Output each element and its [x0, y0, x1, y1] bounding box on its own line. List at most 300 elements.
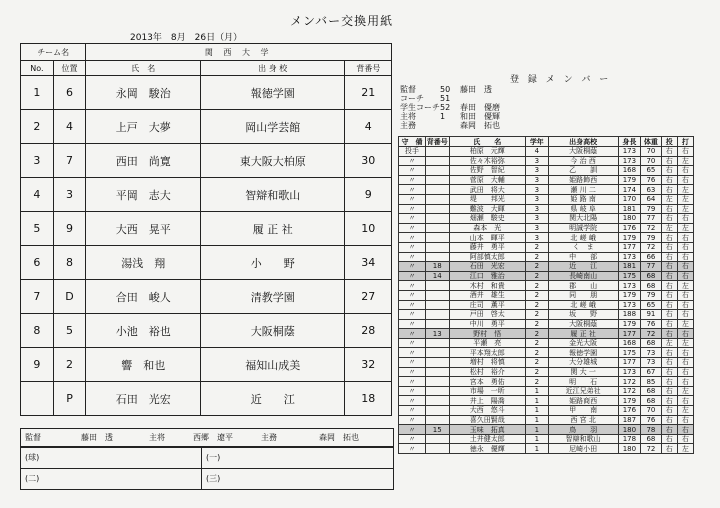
- lineup-header: 背番号: [345, 61, 392, 76]
- lineup-name: 平岡 志大: [86, 178, 201, 212]
- roster-h: 179: [618, 233, 641, 243]
- roster-row: [399, 290, 694, 300]
- roster-row: [399, 214, 694, 224]
- roster-t: 右: [661, 310, 677, 320]
- roster-h: 173: [618, 252, 641, 262]
- lineup-pos: 7: [53, 144, 86, 178]
- roster-pos: 〃: [399, 175, 426, 185]
- roster-name: 石田 光宏: [449, 262, 525, 272]
- roster-header: 体重: [641, 137, 661, 147]
- lineup-row: [21, 314, 392, 348]
- roster-grade: 2: [526, 242, 549, 252]
- roster-h: 173: [618, 300, 641, 310]
- roster-b: 左: [677, 386, 693, 396]
- roster-h: 188: [618, 310, 641, 320]
- roster-row: [399, 319, 694, 329]
- roster-pos: 〃: [399, 444, 426, 454]
- form-date: 2013年 8月 26日（月）: [130, 33, 243, 43]
- roster-pos: 〃: [399, 425, 426, 435]
- roster-b: 右: [677, 358, 693, 368]
- lineup-pos: P: [53, 382, 86, 416]
- roster-t: 右: [661, 175, 677, 185]
- roster-name: 野村 悟: [449, 329, 525, 339]
- roster-row: [399, 262, 694, 272]
- roster-school: 関 大 一: [548, 367, 618, 377]
- roster-t: 右: [661, 166, 677, 176]
- lineup-name: 石田 光宏: [86, 382, 201, 416]
- lineup-num: 4: [345, 110, 392, 144]
- lineup-name: 上戸 大夢: [86, 110, 201, 144]
- roster-t: 右: [661, 415, 677, 425]
- roster-num: [425, 223, 449, 233]
- roster-grade: 1: [526, 425, 549, 435]
- roster-num: [425, 166, 449, 176]
- roster-b: 右: [677, 396, 693, 406]
- roster-pos: 〃: [399, 185, 426, 195]
- roster-pos: 〃: [399, 271, 426, 281]
- roster-b: 右: [677, 166, 693, 176]
- roster-staff-name: 和田 優輝: [460, 112, 500, 121]
- roster-name: 佐野 智紀: [449, 166, 525, 176]
- roster-school: 姫 路 南: [548, 194, 618, 204]
- roster-h: 175: [618, 271, 641, 281]
- roster-num: [425, 242, 449, 252]
- roster-staff-name: 春田 優磨: [460, 103, 500, 112]
- roster-num: [425, 406, 449, 416]
- roster-table: [398, 136, 694, 454]
- lineup-no: 4: [21, 178, 54, 212]
- lineup-row: [21, 382, 392, 416]
- roster-school: 中 部: [548, 252, 618, 262]
- roster-b: 左: [677, 281, 693, 291]
- roster-t: 左: [661, 223, 677, 233]
- roster-w: 76: [641, 175, 661, 185]
- roster-pos: 〃: [399, 214, 426, 224]
- roster-w: 91: [641, 310, 661, 320]
- roster-school: 関大北陽: [548, 214, 618, 224]
- lineup-no: 8: [21, 314, 54, 348]
- roster-h: 173: [618, 367, 641, 377]
- roster-grade: 3: [526, 156, 549, 166]
- roster-header: 身長: [618, 137, 641, 147]
- roster-t: 右: [661, 271, 677, 281]
- lineup-no: 6: [21, 246, 54, 280]
- roster-pos: 〃: [399, 242, 426, 252]
- roster-school: 県 岐 阜: [548, 204, 618, 214]
- roster-row: [399, 233, 694, 243]
- roster-num: [425, 147, 449, 157]
- roster-school: 瀬 川 二: [548, 185, 618, 195]
- roster-h: 179: [618, 290, 641, 300]
- roster-t: 右: [661, 252, 677, 262]
- roster-grade: 3: [526, 194, 549, 204]
- lineup-row: [21, 212, 392, 246]
- lineup-num: 28: [345, 314, 392, 348]
- roster-b: 右: [677, 214, 693, 224]
- roster-t: 右: [661, 329, 677, 339]
- roster-h: 177: [618, 242, 641, 252]
- roster-t: 右: [661, 425, 677, 435]
- roster-h: 173: [618, 156, 641, 166]
- lineup-pos: D: [53, 280, 86, 314]
- roster-grade: 2: [526, 329, 549, 339]
- shumu-label: 主務: [261, 433, 277, 442]
- roster-name: 喜久田賢哉: [449, 415, 525, 425]
- lineup-table: [20, 43, 392, 416]
- roster-pos: 〃: [399, 415, 426, 425]
- roster-name: 市場 一昕: [449, 386, 525, 396]
- roster-pos: 〃: [399, 156, 426, 166]
- roster-pos: 〃: [399, 367, 426, 377]
- roster-staff-num: 50: [440, 85, 451, 94]
- roster-name: 堤 邦光: [449, 194, 525, 204]
- roster-h: 181: [618, 262, 641, 272]
- lineup-school: 智辯和歌山: [201, 178, 345, 212]
- roster-staff-role: 監督: [400, 85, 416, 94]
- roster-school: 大分雄城: [548, 358, 618, 368]
- roster-grade: 3: [526, 166, 549, 176]
- roster-row: [399, 386, 694, 396]
- roster-w: 63: [641, 185, 661, 195]
- roster-h: 176: [618, 223, 641, 233]
- lineup-school: 岡山学芸館: [201, 110, 345, 144]
- lineup-school: 清教学園: [201, 280, 345, 314]
- lineup-pos: 4: [53, 110, 86, 144]
- roster-name: 難波 大暉: [449, 204, 525, 214]
- roster-t: 右: [661, 406, 677, 416]
- roster-school: 北 嵯 峨: [548, 300, 618, 310]
- roster-h: 175: [618, 348, 641, 358]
- roster-row: [399, 281, 694, 291]
- roster-school: 明 石: [548, 377, 618, 387]
- roster-row: [399, 147, 694, 157]
- roster-name: 山本 暉平: [449, 233, 525, 243]
- roster-h: 179: [618, 319, 641, 329]
- roster-row: [399, 329, 694, 339]
- lineup-name: 小池 裕也: [86, 314, 201, 348]
- roster-pos: 〃: [399, 338, 426, 348]
- roster-w: 73: [641, 358, 661, 368]
- roster-staff-role: 学生コーチ: [400, 103, 440, 112]
- roster-school: 郡 山: [548, 281, 618, 291]
- roster-staff-role: 主務: [400, 121, 416, 130]
- roster-school: 大阪桐蔭: [548, 147, 618, 157]
- roster-row: [399, 166, 694, 176]
- roster-grade: 3: [526, 185, 549, 195]
- roster-school: 坂 野: [548, 310, 618, 320]
- roster-school: 報徳学園: [548, 348, 618, 358]
- roster-school: 姫路商西: [548, 396, 618, 406]
- roster-b: 左: [677, 204, 693, 214]
- roster-pos: 〃: [399, 194, 426, 204]
- roster-pos: 〃: [399, 406, 426, 416]
- roster-school: 北 嵯 峨: [548, 233, 618, 243]
- roster-name: 森本 光: [449, 223, 525, 233]
- lineup-name: 湯浅 翔: [86, 246, 201, 280]
- roster-name: 戸田 啓太: [449, 310, 525, 320]
- roster-w: 66: [641, 252, 661, 262]
- roster-pos: 〃: [399, 166, 426, 176]
- lineup-num: 32: [345, 348, 392, 382]
- roster-t: 右: [661, 233, 677, 243]
- lineup-header: 出 身 校: [201, 61, 345, 76]
- lineup-header: No.: [21, 61, 54, 76]
- roster-w: 65: [641, 166, 661, 176]
- roster-grade: 2: [526, 338, 549, 348]
- roster-grade: 1: [526, 444, 549, 454]
- roster-pos: 〃: [399, 290, 426, 300]
- roster-row: [399, 444, 694, 454]
- roster-b: 右: [677, 425, 693, 435]
- roster-h: 180: [618, 214, 641, 224]
- roster-t: 右: [661, 348, 677, 358]
- roster-num: 14: [425, 271, 449, 281]
- roster-header: 投: [661, 137, 677, 147]
- roster-row: [399, 396, 694, 406]
- lineup-school: 小 野: [201, 246, 345, 280]
- shusho-name: 西郷 遼平: [193, 433, 233, 442]
- roster-w: 72: [641, 242, 661, 252]
- roster-header: 打: [677, 137, 693, 147]
- roster-b: 左: [677, 156, 693, 166]
- roster-h: 180: [618, 444, 641, 454]
- roster-w: 70: [641, 406, 661, 416]
- roster-num: [425, 233, 449, 243]
- roster-h: 174: [618, 185, 641, 195]
- lineup-row: [21, 246, 392, 280]
- box-third: (三): [201, 468, 394, 490]
- roster-row: [399, 223, 694, 233]
- roster-row: [399, 348, 694, 358]
- roster-b: 右: [677, 377, 693, 387]
- roster-w: 72: [641, 329, 661, 339]
- roster-row: [399, 367, 694, 377]
- lineup-num: 34: [345, 246, 392, 280]
- roster-t: 右: [661, 434, 677, 444]
- roster-t: 右: [661, 386, 677, 396]
- roster-num: [425, 338, 449, 348]
- lineup-school: 福知山成美: [201, 348, 345, 382]
- lineup-school: 近 江: [201, 382, 345, 416]
- roster-t: 右: [661, 185, 677, 195]
- roster-b: 右: [677, 290, 693, 300]
- roster-school: 姫路飾西: [548, 175, 618, 185]
- roster-grade: 3: [526, 214, 549, 224]
- roster-row: [399, 175, 694, 185]
- roster-b: 左: [677, 338, 693, 348]
- roster-name: 大西 悠斗: [449, 406, 525, 416]
- roster-staff-num: 51: [440, 94, 451, 103]
- roster-pos: 〃: [399, 300, 426, 310]
- roster-num: [425, 214, 449, 224]
- box-second: (二): [20, 468, 202, 490]
- roster-w: 72: [641, 444, 661, 454]
- roster-pos: 〃: [399, 348, 426, 358]
- lineup-num: 27: [345, 280, 392, 314]
- roster-t: 右: [661, 444, 677, 454]
- roster-row: [399, 185, 694, 195]
- roster-b: 左: [677, 319, 693, 329]
- roster-grade: 1: [526, 434, 549, 444]
- roster-h: 181: [618, 204, 641, 214]
- roster-staff-name: 藤田 透: [460, 85, 492, 94]
- roster-staff-role: 主将: [400, 112, 416, 121]
- roster-grade: 2: [526, 300, 549, 310]
- staff-row: [20, 428, 394, 447]
- lineup-pos: 6: [53, 76, 86, 110]
- roster-t: 右: [661, 214, 677, 224]
- roster-grade: 1: [526, 406, 549, 416]
- lineup-num: 18: [345, 382, 392, 416]
- roster-w: 68: [641, 386, 661, 396]
- lineup-num: 10: [345, 212, 392, 246]
- roster-row: [399, 271, 694, 281]
- roster-name: 土井健太郎: [449, 434, 525, 444]
- roster-w: 73: [641, 348, 661, 358]
- roster-w: 79: [641, 233, 661, 243]
- roster-t: 右: [661, 377, 677, 387]
- lineup-no: 5: [21, 212, 54, 246]
- roster-grade: 2: [526, 319, 549, 329]
- roster-grade: 4: [526, 147, 549, 157]
- roster-b: 右: [677, 348, 693, 358]
- roster-school: 尼崎小田: [548, 444, 618, 454]
- roster-school: 甲 南: [548, 406, 618, 416]
- roster-b: 右: [677, 300, 693, 310]
- roster-b: 左: [677, 194, 693, 204]
- shumu-name: 森岡 拓也: [319, 433, 359, 442]
- roster-pos: 〃: [399, 358, 426, 368]
- lineup-no: 9: [21, 348, 54, 382]
- roster-b: 右: [677, 329, 693, 339]
- roster-num: [425, 415, 449, 425]
- roster-pos: 〃: [399, 386, 426, 396]
- lineup-row: [21, 280, 392, 314]
- lineup-pos: 3: [53, 178, 86, 212]
- roster-b: 左: [677, 406, 693, 416]
- roster-title: 登 録 メ ン バ ー: [510, 75, 612, 85]
- roster-t: 右: [661, 319, 677, 329]
- lineup-row: [21, 348, 392, 382]
- roster-num: [425, 444, 449, 454]
- roster-t: 右: [661, 262, 677, 272]
- roster-name: 武田 将大: [449, 185, 525, 195]
- roster-row: [399, 204, 694, 214]
- roster-pos: 〃: [399, 310, 426, 320]
- roster-school: 明誠学院: [548, 223, 618, 233]
- lineup-pos: 8: [53, 246, 86, 280]
- roster-row: [399, 252, 694, 262]
- roster-school: 近江兄弟社: [548, 386, 618, 396]
- roster-num: 13: [425, 329, 449, 339]
- roster-w: 70: [641, 147, 661, 157]
- roster-num: 15: [425, 425, 449, 435]
- roster-b: 右: [677, 242, 693, 252]
- roster-pos: 〃: [399, 396, 426, 406]
- lineup-school: 履 正 社: [201, 212, 345, 246]
- roster-header: 出身高校: [548, 137, 618, 147]
- form-title: メンバー交換用紙: [290, 14, 394, 28]
- lineup-no: 2: [21, 110, 54, 144]
- lineup-num: 21: [345, 76, 392, 110]
- roster-w: 68: [641, 338, 661, 348]
- roster-b: 右: [677, 415, 693, 425]
- roster-pos: 〃: [399, 233, 426, 243]
- lineup-school: 報徳学園: [201, 76, 345, 110]
- roster-grade: 2: [526, 262, 549, 272]
- roster-grade: 2: [526, 252, 549, 262]
- roster-pos: 〃: [399, 252, 426, 262]
- roster-num: [425, 348, 449, 358]
- roster-t: 右: [661, 290, 677, 300]
- roster-t: 右: [661, 147, 677, 157]
- roster-grade: 1: [526, 415, 549, 425]
- roster-row: [399, 377, 694, 387]
- roster-h: 173: [618, 281, 641, 291]
- roster-t: 右: [661, 242, 677, 252]
- roster-w: 76: [641, 319, 661, 329]
- roster-name: 井上 陽喬: [449, 396, 525, 406]
- roster-name: 中川 勇平: [449, 319, 525, 329]
- roster-staff-num: 52: [440, 103, 451, 112]
- roster-h: 177: [618, 329, 641, 339]
- lineup-row: [21, 144, 392, 178]
- lineup-name: 大西 晃平: [86, 212, 201, 246]
- roster-num: [425, 290, 449, 300]
- roster-grade: 2: [526, 358, 549, 368]
- roster-num: 18: [425, 262, 449, 272]
- roster-w: 72: [641, 223, 661, 233]
- lineup-pos: 2: [53, 348, 86, 382]
- roster-w: 64: [641, 194, 661, 204]
- roster-h: 176: [618, 406, 641, 416]
- roster-staff-name: 森岡 拓也: [460, 121, 500, 130]
- roster-header: 学年: [526, 137, 549, 147]
- roster-school: 大阪桐蔭: [548, 319, 618, 329]
- roster-num: [425, 204, 449, 214]
- team-label: チーム名: [21, 44, 86, 61]
- roster-name: 松村 裕介: [449, 367, 525, 377]
- roster-grade: 3: [526, 175, 549, 185]
- roster-header: 氏 名: [449, 137, 525, 147]
- roster-t: 右: [661, 358, 677, 368]
- lineup-row: [21, 178, 392, 212]
- roster-row: [399, 242, 694, 252]
- roster-header: 守 備: [399, 137, 426, 147]
- roster-w: 78: [641, 425, 661, 435]
- roster-b: 左: [677, 444, 693, 454]
- roster-w: 77: [641, 214, 661, 224]
- roster-pos: 〃: [399, 434, 426, 444]
- roster-b: 左: [677, 185, 693, 195]
- roster-num: [425, 377, 449, 387]
- shusho-label: 主将: [149, 433, 165, 442]
- roster-b: 右: [677, 434, 693, 444]
- roster-pos: 投手: [399, 147, 426, 157]
- roster-pos: 〃: [399, 223, 426, 233]
- roster-w: 68: [641, 281, 661, 291]
- roster-b: 右: [677, 310, 693, 320]
- roster-num: [425, 434, 449, 444]
- roster-grade: 3: [526, 233, 549, 243]
- roster-w: 68: [641, 271, 661, 281]
- roster-school: 近 江: [548, 262, 618, 272]
- roster-b: 右: [677, 175, 693, 185]
- roster-name: 柏原 元輝: [449, 147, 525, 157]
- roster-grade: 2: [526, 367, 549, 377]
- roster-b: 右: [677, 252, 693, 262]
- lineup-no: 7: [21, 280, 54, 314]
